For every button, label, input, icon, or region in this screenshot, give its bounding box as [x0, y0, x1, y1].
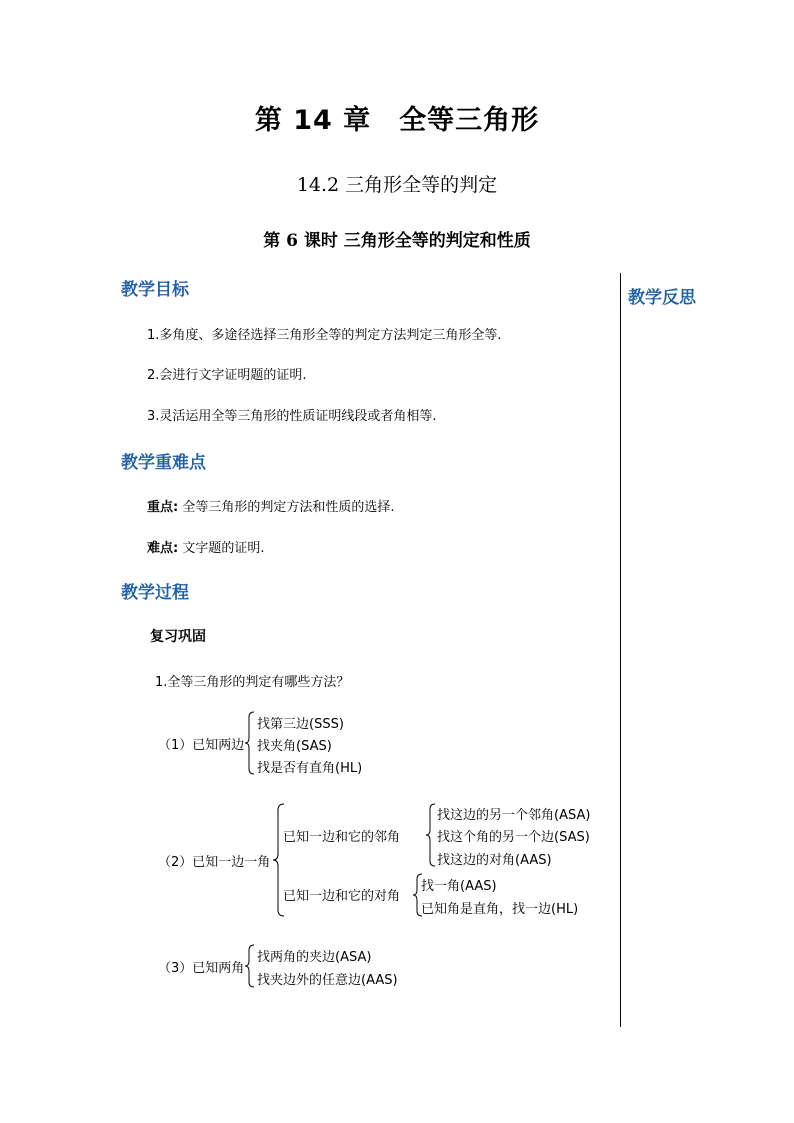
case2-sub2-option-1: 找一角(AAS): [421, 879, 497, 894]
case1-option-2: 找夹角(SAS): [257, 739, 332, 754]
difficulty-line: [147, 537, 264, 556]
case2-sub1-label: 已知一边和它的邻角: [283, 830, 401, 845]
objective-item-2: 2.会进行文字证明题的证明.: [147, 368, 307, 383]
case2-sub2-label: 已知一边和它的对角: [283, 889, 401, 904]
case3-option-1: 找两角的夹边(ASA): [257, 950, 372, 965]
case2-sub2-option-2: 已知角是直角，找一边(HL): [421, 902, 579, 917]
key-points-heading: 教学重难点: [121, 453, 206, 473]
lesson-title: 第 6 课时 三角形全等的判定和性质: [263, 231, 531, 251]
review-question: 1.全等三角形的判定有哪些方法？: [155, 675, 350, 690]
case3-option-2: 找夹边外的任意边(AAS): [257, 973, 398, 988]
review-heading: 复习巩固: [150, 629, 206, 645]
case1-brace: [244, 711, 256, 775]
case2-sub1-brace: [425, 803, 437, 867]
case3-brace: [244, 944, 256, 988]
case2-sub1-option-1: 找这边的另一个邻角(ASA): [437, 808, 591, 823]
chapter-title: 第 14 章 全等三角形: [254, 105, 540, 136]
objectives-heading: 教学目标: [121, 280, 189, 300]
objective-item-1: 1.多角度、多途径选择三角形全等的判定方法判定三角形全等.: [147, 328, 502, 343]
difficulty-label: 难点:: [147, 541, 179, 556]
focus-text: 全等三角形的判定方法和性质的选择.: [182, 500, 395, 515]
case1-option-1: 找第三边(SSS): [257, 717, 344, 732]
focus-label: 重点:: [147, 500, 179, 515]
case3-label: （3）已知两角: [158, 961, 245, 976]
case2-sub1-option-2: 找这个角的另一个边(SAS): [437, 830, 590, 845]
case1-option-3: 找是否有直角(HL): [257, 761, 363, 776]
section-title: 14.2 三角形全等的判定: [296, 174, 498, 196]
case2-label: （2）已知一边一角: [158, 855, 271, 870]
focus-line: [147, 496, 394, 515]
difficulty-text: 文字题的证明.: [182, 541, 265, 556]
case1-label: （1）已知两边: [158, 738, 245, 753]
process-heading: 教学过程: [121, 583, 189, 603]
objective-item-3: 3.灵活运用全等三角形的性质证明线段或者角相等.: [147, 409, 437, 424]
reflection-divider: [620, 273, 621, 1027]
case2-sub1-option-3: 找这边的对角(AAS): [437, 853, 552, 868]
reflection-heading: 教学反思: [628, 288, 696, 308]
